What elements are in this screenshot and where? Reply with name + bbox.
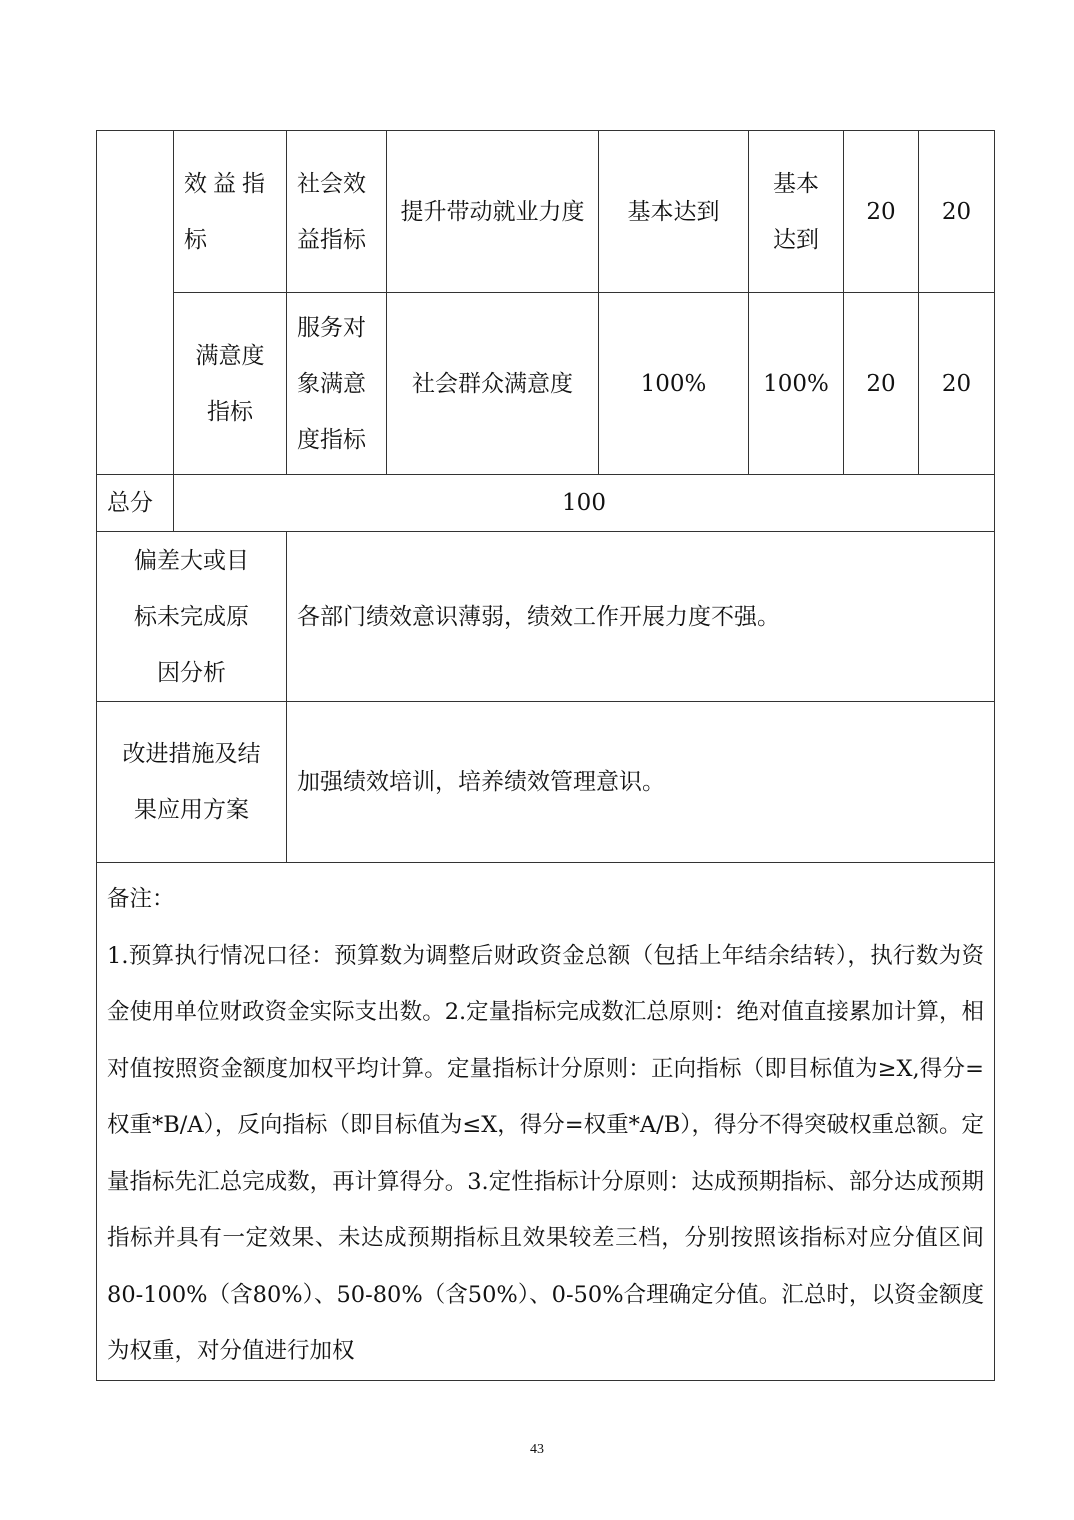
actual-cell: 基本达到 — [749, 131, 844, 293]
cat2-cell: 社会效益指标 — [287, 131, 387, 293]
total-value: 100 — [174, 475, 995, 532]
score-cell: 20 — [919, 131, 995, 293]
cat1-cell: 效益指标 — [174, 131, 287, 293]
deviation-row — [97, 532, 995, 702]
page-number: 43 — [530, 1442, 544, 1457]
improvement-row — [97, 702, 995, 863]
table-row — [97, 293, 995, 475]
weight-cell: 20 — [844, 293, 919, 475]
actual-cell: 100% — [749, 293, 844, 475]
total-row — [97, 475, 995, 532]
score-cell: 20 — [919, 293, 995, 475]
target-cell: 100% — [599, 293, 749, 475]
improvement-text: 加强绩效培训，培养绩效管理意识。 — [287, 702, 995, 863]
cat1-cell: 满意度指标 — [174, 293, 287, 475]
notes-body: 1.预算执行情况口径：预算数为调整后财政资金总额（包括上年结余结转），执行数为资金使用单位财政资金实际支出数。2.定量指标完成数汇总原则：绝对值直接累加计算，相对值按照资金额度加权平均计算。定量指标计分原则：正向指标（即目标值为≥X,得分=权重*B/A），反向指标（即目标值为≤X，得分=权重*A/B），得分不得突破权重总额。定量指标先汇总完成数，再计算得分。3.定性指标计分原则：达成预期指标、部分达成预期指标并具有一定效果、未达成预期指标且效果较差三档，分别按照该指标对应分值区间80-100%（含80%）、50-80%（含50%）、0-50%合理确定分值。汇总时，以资金额度为权重，对分值进行加权 — [107, 942, 984, 1364]
indicator-cell: 提升带动就业力度 — [387, 131, 599, 293]
cat2-cell: 服务对象满意度指标 — [287, 293, 387, 475]
notes-title: 备注： — [107, 886, 175, 912]
total-label: 总分 — [97, 475, 174, 532]
improvement-label: 改进措施及结果应用方案 — [97, 702, 287, 863]
deviation-text: 各部门绩效意识薄弱，绩效工作开展力度不强。 — [287, 532, 995, 702]
indicator-cell: 社会群众满意度 — [387, 293, 599, 475]
notes-row — [97, 863, 995, 1381]
notes-cell — [97, 863, 995, 1381]
blank-cell — [97, 131, 174, 475]
weight-cell: 20 — [844, 131, 919, 293]
performance-table — [96, 130, 995, 1381]
deviation-label: 偏差大或目标未完成原因分析 — [97, 532, 287, 702]
table-row — [97, 131, 995, 293]
target-cell: 基本达到 — [599, 131, 749, 293]
